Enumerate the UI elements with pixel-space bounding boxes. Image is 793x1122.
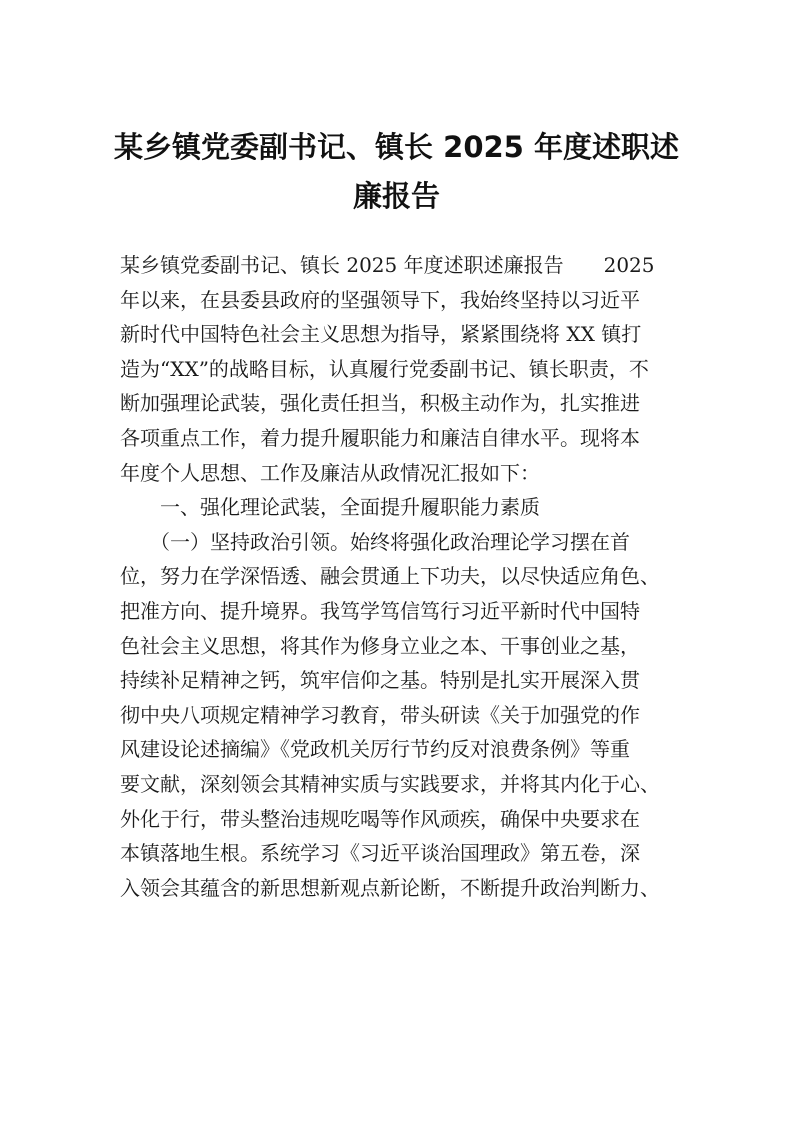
- body-text-line: 断加强理论武装，强化责任担当，积极主动作为，扎实推进: [120, 391, 640, 416]
- body-text-line: 持续补足精神之钙，筑牢信仰之基。特别是扎实开展深入贯: [120, 668, 640, 693]
- body-text-line: 造为“XX”的战略目标，认真履行党委副书记、镇长职责，不: [120, 356, 649, 381]
- document-title-line-1: 某乡镇党委副书记、镇长 2025 年度述职述: [114, 130, 679, 164]
- body-text-line: 一、强化理论武装，全面提升履职能力素质: [120, 495, 540, 520]
- body-text-line: 某乡镇党委副书记、镇长 2025 年度述职述廉报告 2025: [120, 253, 655, 277]
- body-text-line: 新时代中国特色社会主义思想为指导，紧紧围绕将 XX 镇打: [120, 322, 642, 347]
- body-text-line: 色社会主义思想，将其作为修身立业之本、干事创业之基，: [120, 633, 640, 658]
- body-text-line: 年度个人思想、工作及廉洁从政情况汇报如下：: [120, 460, 540, 485]
- body-text-line: 本镇落地生根。系统学习《习近平谈治国理政》第五卷，深: [120, 841, 640, 866]
- body-text-line: 风建设论述摘编》《党政机关厉行节约反对浪费条例》等重: [120, 737, 630, 762]
- body-text-line: 彻中央八项规定精神学习教育，带头研读《关于加强党的作: [120, 702, 640, 727]
- body-text-line: （一）坚持政治引领。始终将强化政治理论学习摆在首: [120, 529, 630, 554]
- body-text-line: 外化于行，带头整治违规吃喝等作风顽疾，确保中央要求在: [120, 806, 640, 831]
- body-text-line: 入领会其蕴含的新思想新观点新论断，不断提升政治判断力、: [120, 875, 660, 900]
- document-title-line-2: 廉报告: [352, 179, 440, 213]
- body-text-line: 把准方向、提升境界。我笃学笃信笃行习近平新时代中国特: [120, 599, 640, 623]
- body-text-line: 年以来，在县委县政府的坚强领导下，我始终坚持以习近平: [120, 287, 640, 312]
- body-text-line: 位，努力在学深悟透、融会贯通上下功夫，以尽快适应角色、: [120, 564, 660, 589]
- body-text-line: 要文献，深刻领会其精神实质与实践要求，并将其内化于心、: [120, 772, 660, 796]
- body-text-line: 各项重点工作，着力提升履职能力和廉洁自律水平。现将本: [120, 426, 640, 450]
